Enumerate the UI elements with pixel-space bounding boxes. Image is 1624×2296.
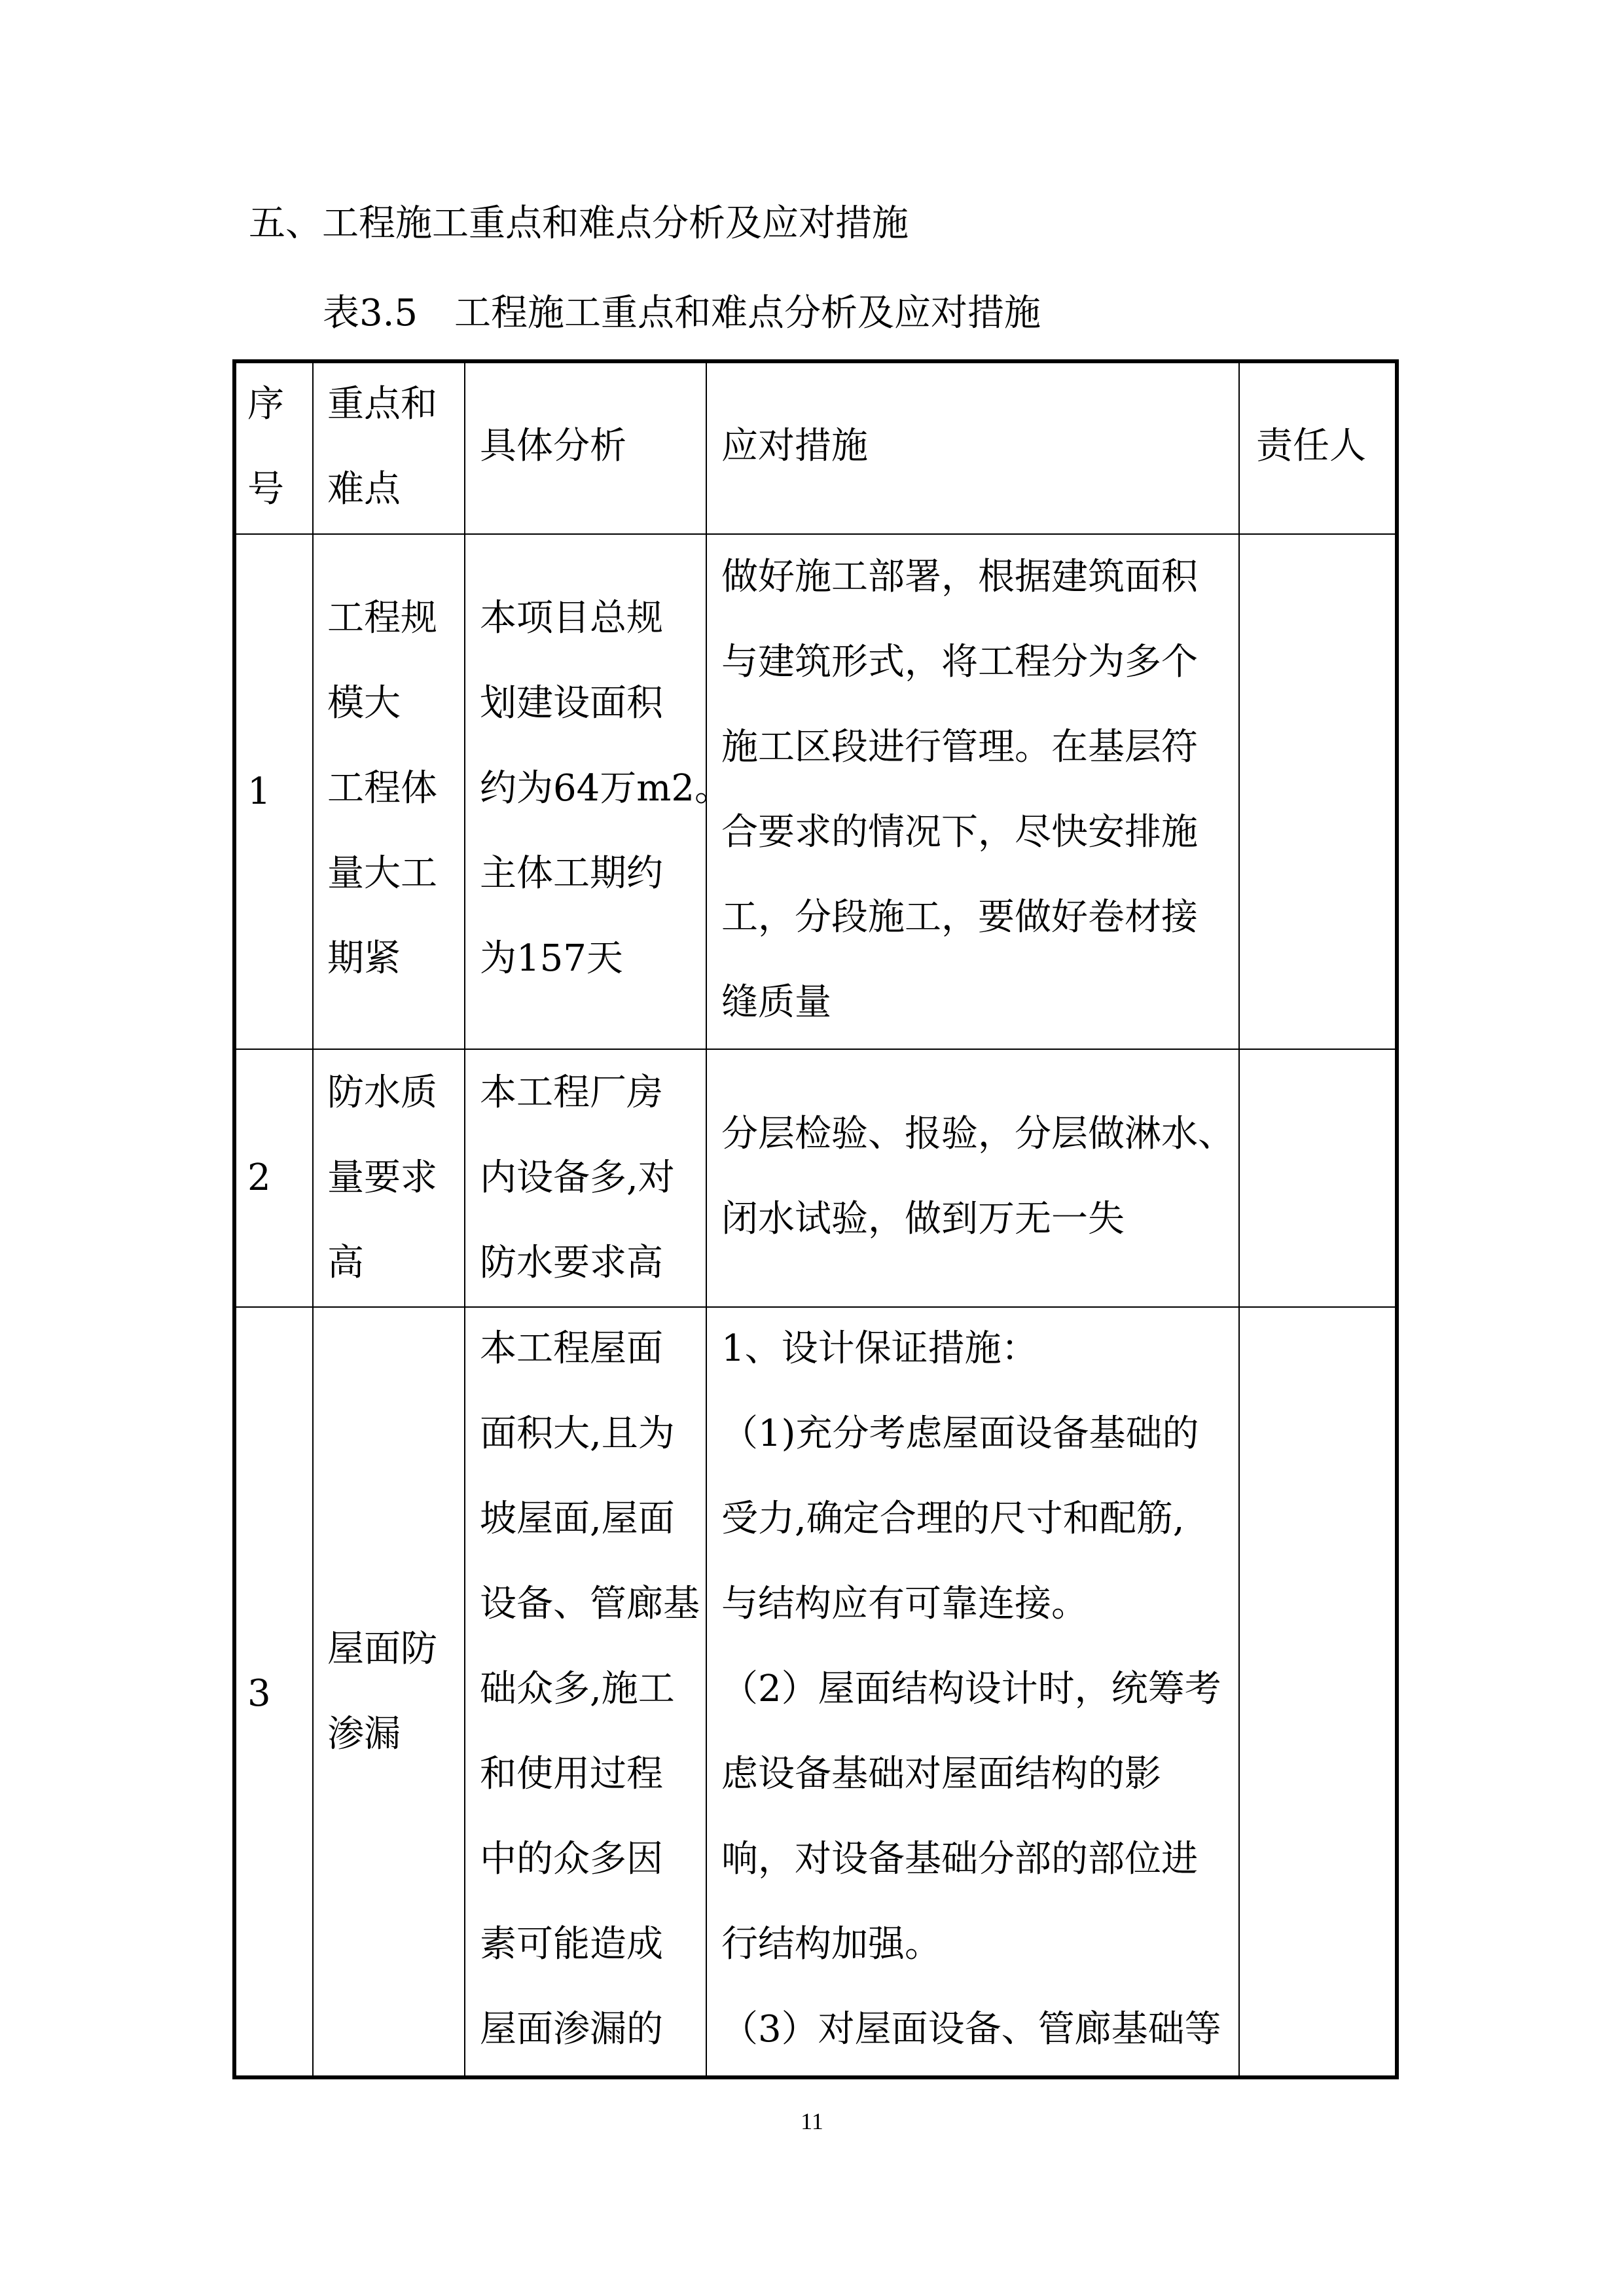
cell-line: 1、设计保证措施： bbox=[721, 1327, 1038, 1370]
column-divider bbox=[464, 363, 465, 2075]
cell-line: 高 bbox=[327, 1242, 364, 1284]
cell-line: 工程规 bbox=[327, 597, 437, 639]
table-caption: 表3.5 工程施工重点和难点分析及应对措施 bbox=[323, 292, 1041, 334]
cell-line: 屋面防 bbox=[327, 1628, 437, 1670]
cell-line: 本项目总规 bbox=[480, 597, 663, 639]
cell-line: 1 bbox=[247, 770, 271, 813]
row3-analysis bbox=[480, 1306, 700, 2072]
cell-line: 素可能造成 bbox=[480, 1923, 663, 1965]
header-owner bbox=[1256, 404, 1366, 489]
cell-line: 模大 bbox=[327, 682, 401, 725]
header-key-point bbox=[327, 362, 437, 532]
cell-line: 坡屋面,屋面 bbox=[480, 1498, 675, 1540]
cell-line: 中的众多因 bbox=[480, 1838, 663, 1880]
row1-analysis bbox=[480, 576, 731, 1001]
cell-line: 内设备多,对 bbox=[480, 1157, 675, 1199]
cell-line: 和使用过程 bbox=[480, 1753, 663, 1795]
cell-line: 闭水试验，做到万无一失 bbox=[721, 1198, 1125, 1240]
cell-line: 本工程屋面 bbox=[480, 1327, 663, 1370]
cell-line: 号 bbox=[247, 468, 284, 511]
cell-line: 工程体 bbox=[327, 767, 437, 810]
cell-line: 难点 bbox=[327, 468, 401, 511]
cell-line: 具体分析 bbox=[480, 425, 626, 467]
cell-line: 行结构加强。 bbox=[721, 1923, 941, 1965]
row2-measures bbox=[721, 1092, 1235, 1262]
cell-line: 防水要求高 bbox=[480, 1242, 663, 1284]
cell-line: 约为64万m2。 bbox=[480, 767, 731, 810]
cell-line: （1)充分考虑屋面设备基础的 bbox=[721, 1412, 1199, 1455]
cell-line: 础众多,施工 bbox=[480, 1668, 675, 1710]
row1-key-point bbox=[327, 576, 437, 1001]
cell-line: 期紧 bbox=[327, 937, 401, 980]
row2-analysis bbox=[480, 1050, 675, 1306]
cell-line: 做好施工部署，根据建筑面积 bbox=[721, 556, 1198, 598]
page-number: 11 bbox=[801, 2108, 823, 2134]
cell-line: 合要求的情况下，尽快安排施 bbox=[721, 811, 1198, 853]
cell-line: 响，对设备基础分部的部位进 bbox=[721, 1838, 1198, 1880]
cell-line: 渗漏 bbox=[327, 1713, 401, 1755]
cell-line: 受力,确定合理的尺寸和配筋, bbox=[721, 1498, 1185, 1540]
cell-line: 序 bbox=[247, 383, 284, 425]
cell-line: （2）屋面结构设计时，统筹考 bbox=[721, 1668, 1221, 1710]
row3-measures bbox=[721, 1306, 1221, 2072]
cell-line: 施工区段进行管理。在基层符 bbox=[721, 726, 1198, 768]
column-divider bbox=[1238, 363, 1240, 2075]
header-analysis bbox=[480, 404, 626, 489]
cell-line: 划建设面积 bbox=[480, 682, 663, 725]
row-divider bbox=[236, 1049, 1395, 1050]
cell-line: 2 bbox=[247, 1157, 271, 1199]
cell-line: 为157天 bbox=[480, 937, 623, 980]
cell-line: 主体工期约 bbox=[480, 852, 663, 895]
row3-index bbox=[247, 1651, 271, 1736]
cell-line: 缝质量 bbox=[721, 981, 831, 1024]
row3-key-point bbox=[327, 1607, 437, 1777]
cell-line: 分层检验、报验，分层做淋水、 bbox=[721, 1113, 1235, 1155]
cell-line: 量要求 bbox=[327, 1157, 437, 1199]
cell-line: （3）对屋面设备、管廊基础等 bbox=[721, 2008, 1221, 2051]
cell-line: 本工程厂房 bbox=[480, 1071, 663, 1114]
cell-line: 屋面渗漏的 bbox=[480, 2008, 663, 2051]
row1-index bbox=[247, 749, 271, 834]
cell-line: 虑设备基础对屋面结构的影 bbox=[721, 1753, 1161, 1795]
cell-line: 量大工 bbox=[327, 852, 437, 895]
header-index bbox=[247, 362, 284, 532]
cell-line: 应对措施 bbox=[721, 425, 868, 467]
cell-line: 与结构应有可靠连接。 bbox=[721, 1583, 1088, 1625]
header-measures bbox=[721, 404, 868, 489]
row1-measures bbox=[721, 535, 1198, 1045]
cell-line: 防水质 bbox=[327, 1071, 437, 1114]
cell-line: 重点和 bbox=[327, 383, 437, 425]
cell-line: 工，分段施工，要做好卷材接 bbox=[721, 896, 1198, 939]
cell-line: 责任人 bbox=[1256, 425, 1366, 467]
column-divider bbox=[312, 363, 314, 2075]
cell-line: 设备、管廊基 bbox=[480, 1583, 700, 1625]
row2-index bbox=[247, 1136, 271, 1221]
cell-line: 与建筑形式，将工程分为多个 bbox=[721, 641, 1198, 683]
row2-key-point bbox=[327, 1050, 437, 1306]
cell-line: 3 bbox=[247, 1672, 271, 1715]
cell-line: 面积大,且为 bbox=[480, 1412, 675, 1455]
key-points-table bbox=[232, 359, 1399, 2079]
section-heading: 五、工程施工重点和难点分析及应对措施 bbox=[249, 202, 909, 245]
